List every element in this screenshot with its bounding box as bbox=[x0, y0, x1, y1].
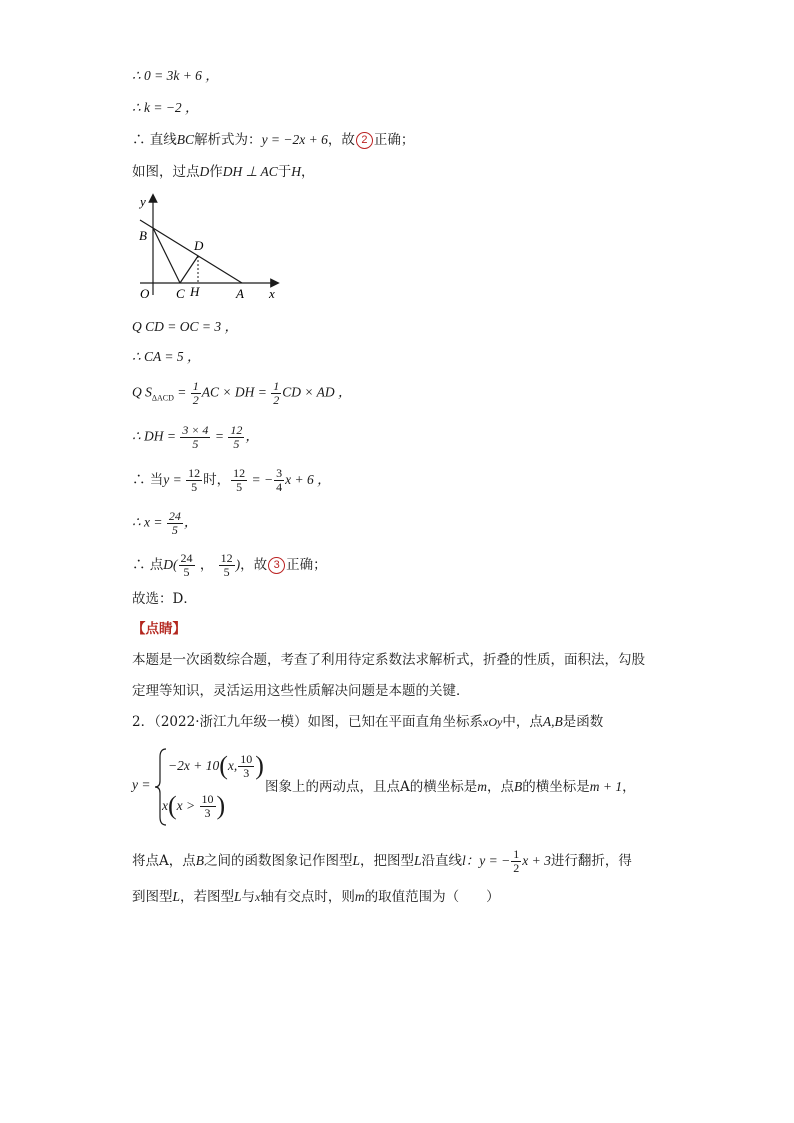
solution-line-6: ∴ CA = 5 ， bbox=[132, 349, 201, 364]
text: 时， bbox=[203, 472, 231, 488]
text: ，把图型 bbox=[360, 853, 415, 869]
fraction bbox=[219, 552, 235, 579]
text: ∴ 直线 bbox=[132, 132, 177, 148]
numerator: 10 bbox=[201, 791, 214, 806]
text: ∴ DH = bbox=[132, 428, 180, 444]
label-b: B bbox=[139, 228, 147, 243]
text: ， bbox=[622, 779, 636, 795]
text: x bbox=[255, 890, 261, 904]
text: l bbox=[462, 853, 466, 868]
text: ，故 bbox=[240, 557, 268, 573]
text: 沿直线 bbox=[421, 853, 463, 869]
text: 正确； bbox=[286, 557, 327, 573]
text: x + 3 bbox=[522, 853, 551, 868]
text: 于 bbox=[277, 164, 292, 180]
text: L bbox=[414, 853, 422, 868]
text: L bbox=[352, 853, 361, 868]
piecewise-function bbox=[132, 745, 262, 829]
text: ：y = − bbox=[465, 853, 511, 868]
text: L bbox=[234, 889, 242, 904]
text: ∴ 当 bbox=[132, 472, 164, 488]
text: 正确； bbox=[373, 132, 415, 148]
fraction bbox=[200, 793, 216, 820]
solution-line-10 bbox=[132, 510, 197, 537]
denominator: 5 bbox=[171, 523, 178, 537]
text: 中，点 bbox=[502, 714, 543, 730]
numerator: 12 bbox=[233, 466, 246, 480]
fraction bbox=[167, 510, 183, 537]
text: AC × DH = bbox=[201, 384, 271, 400]
solution-line-9 bbox=[132, 467, 331, 494]
text: ，故 bbox=[327, 132, 355, 148]
text: L bbox=[172, 889, 181, 904]
denominator: 2 bbox=[192, 393, 199, 407]
fraction bbox=[238, 753, 254, 780]
numerator: 3 × 4 bbox=[182, 423, 209, 437]
denominator: 3 bbox=[204, 805, 211, 820]
solution-line-8 bbox=[132, 424, 259, 451]
text: H bbox=[291, 164, 302, 179]
piece-2: x(x > $\frac{10}{3}$ ) bbox=[162, 791, 226, 820]
numerator: 12 bbox=[230, 423, 243, 437]
equation: DH ⊥ AC bbox=[222, 164, 278, 179]
denominator: 4 bbox=[276, 480, 283, 494]
subscript: ΔACD bbox=[151, 393, 174, 403]
question-2-line-4 bbox=[132, 887, 500, 907]
text: 作 bbox=[209, 164, 223, 180]
text: ， bbox=[183, 514, 198, 530]
solution-line-11 bbox=[132, 552, 327, 579]
text: m bbox=[354, 889, 365, 904]
text: 是函数 bbox=[562, 714, 604, 730]
text: xOy bbox=[483, 715, 503, 729]
numerator: 12 bbox=[220, 551, 233, 565]
text: 进行翻折，得 bbox=[550, 853, 632, 869]
geometry-figure bbox=[130, 190, 290, 305]
text: 的横坐标是 bbox=[522, 779, 590, 795]
numerator: 1 bbox=[192, 379, 199, 393]
text: = bbox=[211, 428, 228, 444]
section-heading-dianjing: 【点睛】 bbox=[132, 621, 186, 637]
fraction bbox=[274, 467, 284, 494]
denominator: 2 bbox=[273, 393, 280, 407]
text: BC bbox=[176, 132, 195, 147]
line-ba bbox=[140, 220, 242, 283]
text: = − bbox=[248, 472, 274, 487]
numerator: 1 bbox=[273, 379, 280, 393]
solution-line-4 bbox=[132, 162, 315, 182]
segment-cd bbox=[180, 256, 198, 283]
text: 图象上的两动点，且点A的横坐标是 bbox=[265, 779, 478, 795]
text: Q S bbox=[132, 384, 152, 400]
fraction bbox=[191, 380, 201, 407]
solution-line-5: Q CD = OC = 3 ， bbox=[132, 319, 238, 334]
question-2-line-3 bbox=[132, 848, 632, 875]
fraction bbox=[511, 848, 521, 875]
question-2-line-2 bbox=[265, 777, 636, 797]
text: 之间的函数图象记作图型 bbox=[204, 853, 353, 869]
piece-1: −2x + 10(x, $\frac{10}{3}$ ) bbox=[168, 751, 264, 780]
denominator: 5 bbox=[183, 565, 190, 579]
text: CD × AD ， bbox=[282, 384, 352, 400]
circled-number: 3 bbox=[268, 557, 285, 574]
numerator: 1 bbox=[513, 847, 520, 861]
text: ，若图型 bbox=[180, 889, 235, 905]
denominator: 2 bbox=[513, 861, 520, 875]
text: 解析式为： bbox=[194, 132, 262, 148]
denominator: 5 bbox=[233, 437, 240, 451]
fraction bbox=[186, 467, 202, 494]
label-d: D bbox=[194, 238, 204, 253]
text: ∴ x = bbox=[132, 514, 166, 530]
text: −2x + 10 bbox=[168, 758, 220, 773]
text: 将点A，点 bbox=[132, 853, 196, 869]
text: B bbox=[514, 779, 523, 794]
text: 2．（2022·浙江九年级一模）如图，已知在平面直角坐标系 bbox=[132, 714, 483, 730]
text: x + 6 ， bbox=[285, 472, 331, 487]
text: x > bbox=[176, 798, 199, 813]
denominator: 5 bbox=[191, 480, 198, 494]
text: ， bbox=[245, 428, 259, 444]
text: m + 1 bbox=[589, 779, 623, 794]
equation: y = −2x + 6 bbox=[261, 132, 328, 147]
numerator: 24 bbox=[168, 509, 181, 523]
text: 如图，过点 bbox=[132, 164, 200, 180]
fraction bbox=[179, 552, 195, 579]
text: 到图型 bbox=[132, 889, 173, 905]
label-x: x bbox=[269, 286, 275, 301]
fraction bbox=[231, 467, 247, 494]
text: 的取值范围为（ ） bbox=[364, 889, 500, 905]
fraction bbox=[180, 424, 210, 451]
text: D bbox=[199, 164, 210, 179]
text: ， bbox=[301, 164, 315, 180]
text: x bbox=[162, 798, 168, 813]
text: = bbox=[173, 384, 190, 400]
denominator: 5 bbox=[192, 437, 199, 451]
paragraph-line-2: 定理等知识，灵活运用这些性质解决问题是本题的关键． bbox=[132, 683, 470, 699]
text: m bbox=[477, 779, 487, 794]
text: ∴ 点 bbox=[132, 557, 164, 573]
fraction bbox=[271, 380, 281, 407]
label-c: C bbox=[176, 286, 185, 301]
solution-line-1: ∴ 0 = 3k + 6 ， bbox=[132, 68, 219, 83]
text: y = bbox=[163, 472, 186, 487]
text: y = bbox=[132, 777, 151, 792]
text: ，点 bbox=[487, 779, 514, 795]
denominator: 5 bbox=[223, 565, 230, 579]
text: A,B bbox=[542, 714, 563, 729]
solution-line-2: ∴ k = −2 ， bbox=[132, 100, 199, 115]
denominator: 3 bbox=[243, 765, 250, 780]
paragraph-line-1: 本题是一次函数综合题，考查了利用待定系数法求解析式，折叠的性质，面积法，勾股 bbox=[132, 652, 645, 668]
label-y: y bbox=[140, 194, 146, 209]
numerator: 10 bbox=[240, 751, 253, 766]
text: B bbox=[195, 853, 204, 868]
question-2-line-1 bbox=[132, 712, 603, 732]
denominator: 5 bbox=[236, 480, 243, 494]
text: ， bbox=[195, 557, 218, 573]
fraction bbox=[228, 424, 244, 451]
text: x, bbox=[227, 758, 238, 773]
solution-line-12: 故选：D． bbox=[132, 591, 197, 607]
numerator: 24 bbox=[180, 551, 193, 565]
text: D( bbox=[163, 557, 178, 572]
solution-line-7 bbox=[132, 380, 352, 408]
numerator: 12 bbox=[188, 466, 201, 480]
text: 轴有交点时，则 bbox=[260, 889, 355, 905]
circled-number: 2 bbox=[356, 132, 373, 149]
text: ) bbox=[235, 557, 241, 572]
label-a: A bbox=[236, 286, 244, 301]
text: 与 bbox=[241, 889, 256, 905]
solution-line-3 bbox=[132, 130, 414, 150]
label-o: O bbox=[140, 286, 150, 301]
numerator: 3 bbox=[276, 466, 283, 480]
label-h: H bbox=[190, 284, 200, 299]
